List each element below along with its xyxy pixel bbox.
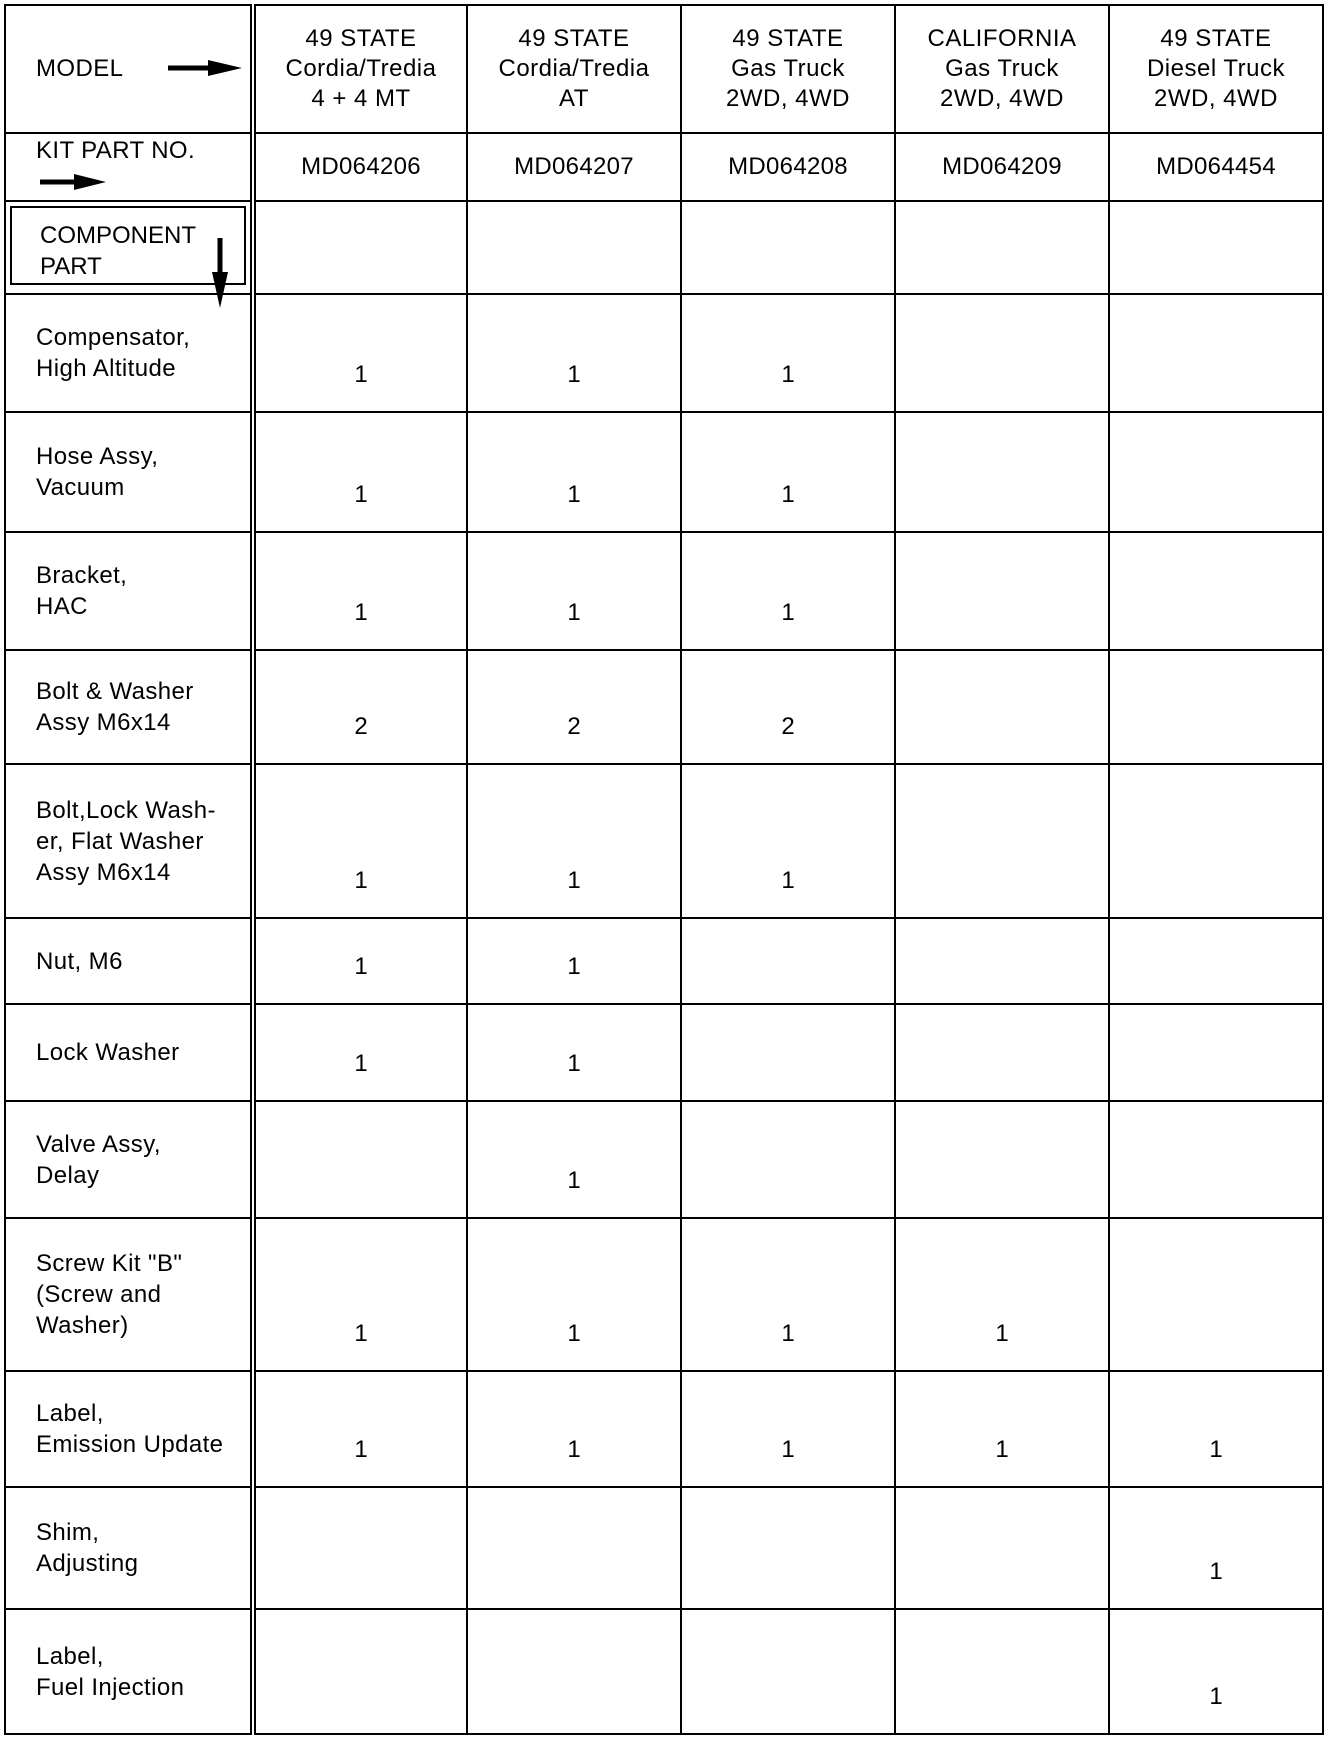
component-name-line: Label, bbox=[36, 1642, 104, 1670]
quantity-cell: 1 bbox=[253, 294, 467, 412]
quantity-cell bbox=[1109, 1004, 1323, 1101]
quantity-cell bbox=[1109, 1218, 1323, 1371]
component-name-line: Shim, bbox=[36, 1519, 100, 1546]
model-line3: 4 + 4 MT bbox=[311, 85, 411, 112]
component-name-line: Screw Kit "B" bbox=[36, 1250, 183, 1277]
kit-component-table bbox=[4, 4, 1324, 1735]
model-line1: 49 STATE bbox=[518, 25, 630, 52]
model-line2: Gas Truck bbox=[731, 55, 845, 82]
component-name-cell bbox=[5, 532, 253, 650]
component-name-cell bbox=[5, 1218, 253, 1371]
quantity-cell bbox=[467, 1609, 681, 1734]
component-row bbox=[5, 1218, 1323, 1371]
empty-cell bbox=[681, 201, 895, 294]
kit-parts-sheet bbox=[4, 4, 1322, 1746]
model-line3: 2WD, 4WD bbox=[1154, 85, 1278, 112]
quantity-cell: 1 bbox=[467, 918, 681, 1004]
model-row bbox=[5, 5, 1323, 133]
quantity-cell bbox=[1109, 294, 1323, 412]
quantity-cell: 1 bbox=[467, 294, 681, 412]
quantity-cell: 1 bbox=[467, 532, 681, 650]
component-name-cell bbox=[5, 1101, 253, 1218]
quantity-cell bbox=[1109, 412, 1323, 532]
model-header-4 bbox=[1109, 5, 1323, 133]
quantity-cell: 1 bbox=[253, 1004, 467, 1101]
model-line1: 49 STATE bbox=[732, 25, 844, 52]
quantity-cell bbox=[681, 1609, 895, 1734]
component-name-line: Adjusting bbox=[36, 1550, 139, 1577]
component-name-cell bbox=[5, 764, 253, 918]
model-header-3 bbox=[895, 5, 1109, 133]
component-row bbox=[5, 650, 1323, 764]
quantity-cell: 1 bbox=[681, 532, 895, 650]
kit-part-number: MD064206 bbox=[253, 133, 467, 201]
component-name-line: Label, bbox=[36, 1400, 104, 1427]
component-rows bbox=[5, 294, 1323, 1734]
empty-cell bbox=[1109, 201, 1323, 294]
quantity-cell: 2 bbox=[681, 650, 895, 764]
empty-cell bbox=[895, 201, 1109, 294]
quantity-cell: 1 bbox=[253, 412, 467, 532]
quantity-cell: 1 bbox=[253, 764, 467, 918]
model-line1: CALIFORNIA bbox=[927, 25, 1077, 52]
quantity-cell bbox=[681, 1101, 895, 1218]
kit-part-number: MD064454 bbox=[1109, 133, 1323, 201]
kit-part-label: KIT PART NO. bbox=[36, 137, 196, 165]
quantity-cell: 1 bbox=[467, 1218, 681, 1371]
model-label: MODEL bbox=[36, 54, 123, 82]
quantity-cell: 1 bbox=[253, 918, 467, 1004]
quantity-cell: 1 bbox=[467, 1101, 681, 1218]
component-header-row bbox=[5, 201, 1323, 294]
component-name-cell bbox=[5, 650, 253, 764]
component-name-line: Nut, M6 bbox=[36, 947, 123, 975]
quantity-cell bbox=[895, 412, 1109, 532]
quantity-cell bbox=[895, 1487, 1109, 1609]
quantity-cell: 1 bbox=[253, 1218, 467, 1371]
quantity-cell: 1 bbox=[467, 1371, 681, 1487]
component-name-line: Bolt & Washer bbox=[36, 678, 194, 705]
kit-part-row bbox=[5, 133, 1323, 201]
quantity-cell: 1 bbox=[681, 1218, 895, 1371]
quantity-cell: 2 bbox=[467, 650, 681, 764]
quantity-cell bbox=[253, 1609, 467, 1734]
quantity-cell bbox=[1109, 650, 1323, 764]
component-label-line2: PART bbox=[40, 253, 102, 280]
component-name-cell bbox=[5, 1004, 253, 1101]
component-label-cell bbox=[5, 201, 253, 294]
component-row bbox=[5, 412, 1323, 532]
kit-part-number: MD064208 bbox=[681, 133, 895, 201]
quantity-cell bbox=[681, 1004, 895, 1101]
component-name-line: Bolt,Lock Wash- bbox=[36, 796, 216, 824]
quantity-cell bbox=[1109, 532, 1323, 650]
component-name-line: High Altitude bbox=[36, 355, 176, 382]
kit-part-label-cell bbox=[5, 133, 253, 201]
quantity-cell: 1 bbox=[681, 412, 895, 532]
component-row bbox=[5, 764, 1323, 918]
quantity-cell bbox=[895, 918, 1109, 1004]
quantity-cell bbox=[895, 1101, 1109, 1218]
quantity-cell bbox=[895, 1004, 1109, 1101]
model-line2: Diesel Truck bbox=[1146, 55, 1286, 82]
component-row bbox=[5, 1371, 1323, 1487]
component-name-line: Lock Washer bbox=[36, 1039, 180, 1066]
model-line1: 49 STATE bbox=[1160, 25, 1272, 52]
model-line2: Gas Truck bbox=[945, 55, 1059, 82]
model-line3: AT bbox=[559, 85, 589, 112]
component-label-line1: COMPONENT bbox=[40, 222, 196, 249]
model-header-0 bbox=[253, 5, 467, 133]
component-row bbox=[5, 1609, 1323, 1734]
quantity-cell bbox=[1109, 764, 1323, 918]
component-name-line: Valve Assy, bbox=[36, 1130, 161, 1158]
quantity-cell: 1 bbox=[1109, 1371, 1323, 1487]
component-row bbox=[5, 1487, 1323, 1609]
component-name-line: Bracket, bbox=[36, 562, 128, 589]
quantity-cell bbox=[681, 918, 895, 1004]
quantity-cell: 1 bbox=[467, 764, 681, 918]
component-name-line: (Screw and bbox=[36, 1281, 162, 1308]
model-header-1 bbox=[467, 5, 681, 133]
component-row bbox=[5, 294, 1323, 412]
component-name-line: Assy M6x14 bbox=[36, 709, 171, 736]
model-line1: 49 STATE bbox=[305, 25, 417, 52]
quantity-cell: 1 bbox=[681, 764, 895, 918]
quantity-cell bbox=[681, 1487, 895, 1609]
quantity-cell bbox=[895, 532, 1109, 650]
kit-part-number: MD064209 bbox=[895, 133, 1109, 201]
quantity-cell bbox=[895, 1609, 1109, 1734]
component-row bbox=[5, 918, 1323, 1004]
component-name-line: Fuel Injection bbox=[36, 1673, 185, 1701]
quantity-cell: 1 bbox=[681, 1371, 895, 1487]
quantity-cell bbox=[895, 764, 1109, 918]
quantity-cell bbox=[895, 650, 1109, 764]
model-header-2 bbox=[681, 5, 895, 133]
quantity-cell bbox=[1109, 918, 1323, 1004]
empty-cell bbox=[467, 201, 681, 294]
component-name-cell bbox=[5, 1487, 253, 1609]
quantity-cell: 1 bbox=[467, 1004, 681, 1101]
component-row bbox=[5, 1004, 1323, 1101]
component-name-line: Emission Update bbox=[36, 1431, 224, 1458]
component-name-line: Assy M6x14 bbox=[36, 858, 171, 886]
component-name-cell bbox=[5, 1371, 253, 1487]
component-name-line: Washer) bbox=[36, 1312, 129, 1339]
kit-part-number: MD064207 bbox=[467, 133, 681, 201]
quantity-cell: 1 bbox=[467, 412, 681, 532]
quantity-cell bbox=[895, 294, 1109, 412]
component-name-line: HAC bbox=[36, 593, 88, 620]
component-name-cell bbox=[5, 294, 253, 412]
component-name-line: Delay bbox=[36, 1161, 100, 1189]
component-name-cell bbox=[5, 1609, 253, 1734]
quantity-cell bbox=[253, 1487, 467, 1609]
quantity-cell bbox=[1109, 1101, 1323, 1218]
arrow-right-icon bbox=[168, 54, 242, 85]
component-name-line: Compensator, bbox=[36, 324, 191, 351]
quantity-cell: 1 bbox=[681, 294, 895, 412]
empty-cell bbox=[253, 201, 467, 294]
component-name-line: er, Flat Washer bbox=[36, 827, 204, 855]
model-line2: Cordia/Tredia bbox=[285, 55, 437, 82]
quantity-cell: 1 bbox=[895, 1218, 1109, 1371]
model-line3: 2WD, 4WD bbox=[940, 85, 1064, 112]
arrow-right-icon bbox=[40, 168, 106, 199]
model-line2: Cordia/Tredia bbox=[498, 55, 650, 82]
quantity-cell: 1 bbox=[895, 1371, 1109, 1487]
quantity-cell bbox=[253, 1101, 467, 1218]
quantity-cell: 1 bbox=[1109, 1487, 1323, 1609]
component-name-cell bbox=[5, 918, 253, 1004]
component-name-line: Vacuum bbox=[36, 474, 125, 501]
model-label-cell bbox=[5, 5, 253, 133]
component-name-line: Hose Assy, bbox=[36, 443, 159, 470]
component-name-cell bbox=[5, 412, 253, 532]
component-row bbox=[5, 1101, 1323, 1218]
quantity-cell bbox=[467, 1487, 681, 1609]
model-line3: 2WD, 4WD bbox=[726, 85, 850, 112]
quantity-cell: 1 bbox=[1109, 1609, 1323, 1734]
quantity-cell: 2 bbox=[253, 650, 467, 764]
quantity-cell: 1 bbox=[253, 532, 467, 650]
component-row bbox=[5, 532, 1323, 650]
quantity-cell: 1 bbox=[253, 1371, 467, 1487]
